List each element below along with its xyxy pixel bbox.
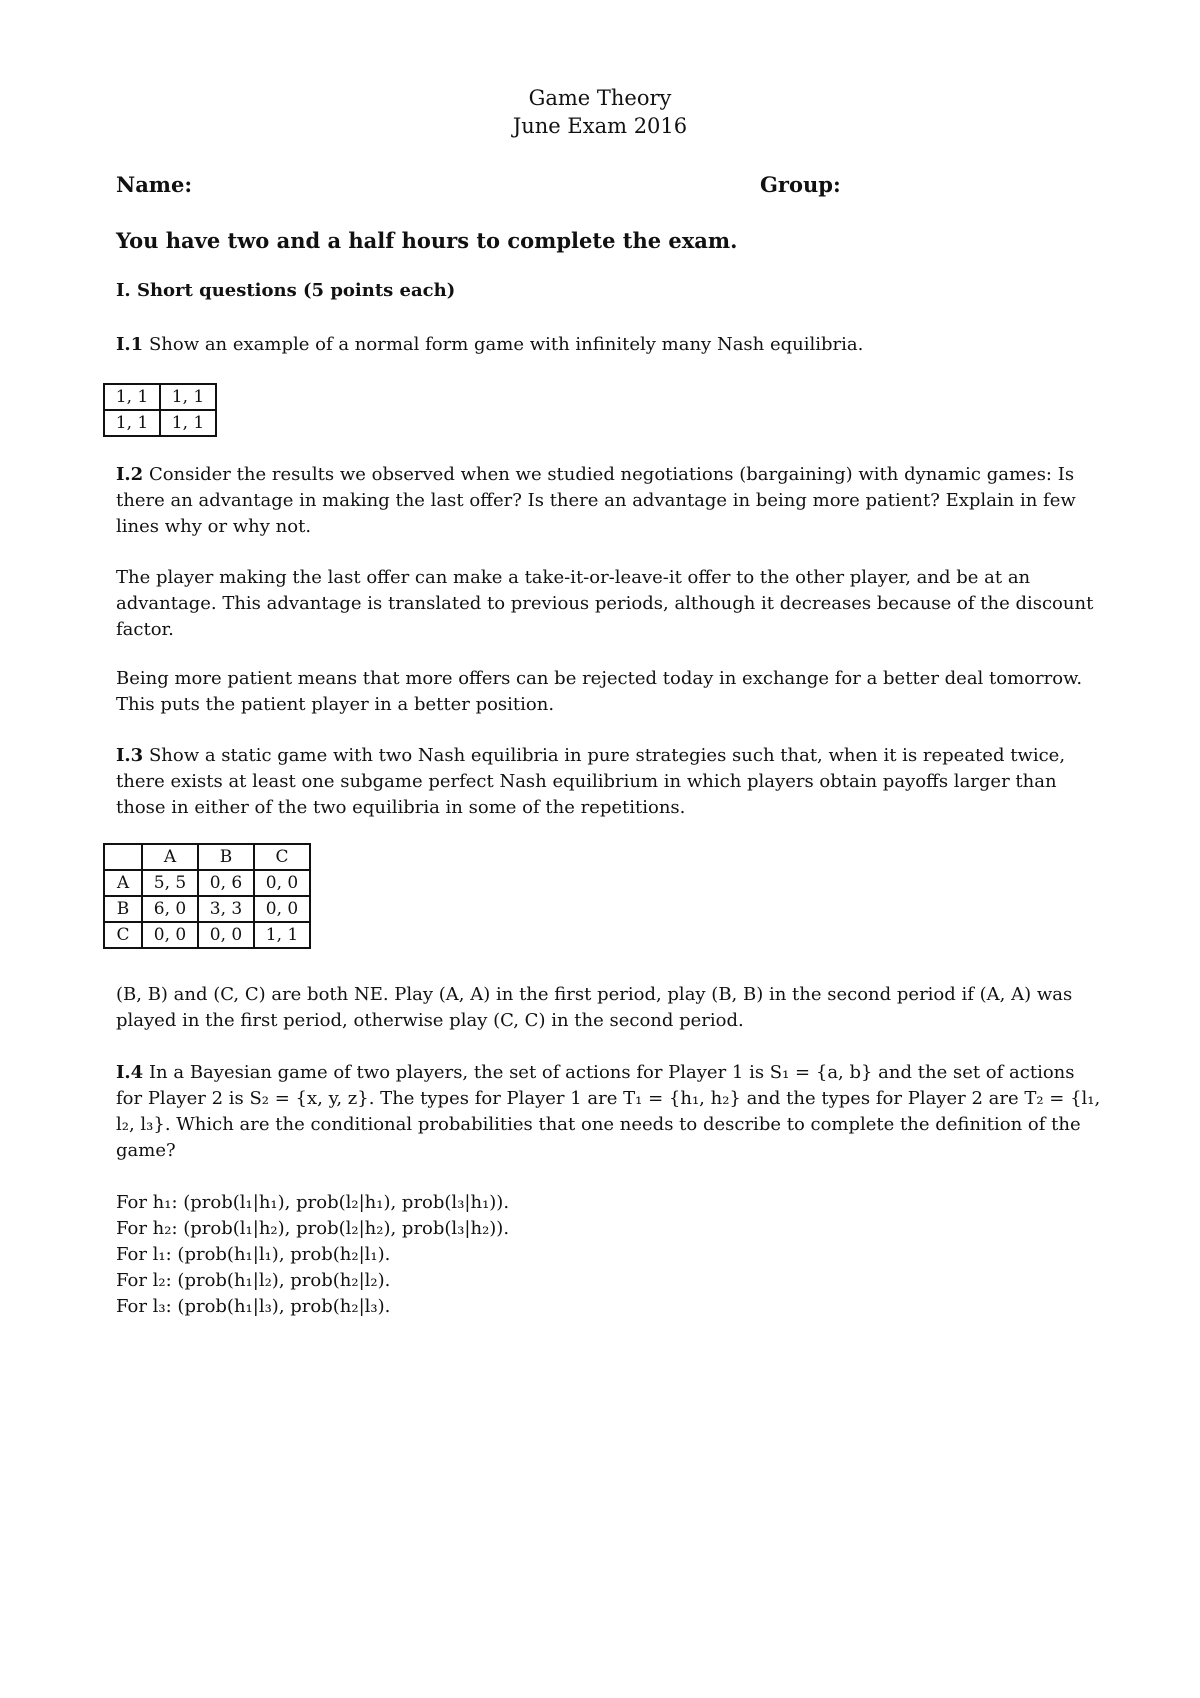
table-cell: 1, 1 (104, 384, 160, 410)
table-cell: 0, 0 (198, 922, 254, 948)
group-label: Group: (760, 172, 841, 197)
section-title: I. Short questions (5 points each) (116, 280, 456, 301)
question-3 (116, 743, 1106, 821)
table-cell: 0, 0 (142, 922, 198, 948)
answer-line: For l₁: (prob(h₁|l₁), prob(h₂|l₁). (116, 1244, 391, 1265)
question-2-number: I.2 (116, 464, 144, 485)
table-header-row (104, 844, 310, 870)
question-4-answers (116, 1190, 1106, 1320)
table-row (104, 896, 310, 922)
table-cell: 6, 0 (142, 896, 198, 922)
table-cell: 0, 6 (198, 870, 254, 896)
row-label: C (104, 922, 142, 948)
question-2-answer-2: Being more patient means that more offers can be rejected today in exchange for a better deal tomorrow. This puts the patient player in a better position. (116, 668, 1083, 715)
question-2-answer-1: The player making the last offer can make a take-it-or-leave-it offer to the other player, and be at an advantage. This advantage is translated to previous periods, although it decreases because of the discount factor. (116, 567, 1094, 640)
table-cell: 3, 3 (198, 896, 254, 922)
question-4 (116, 1060, 1106, 1164)
table-header-cell: A (142, 844, 198, 870)
answer-line: For l₂: (prob(h₁|l₂), prob(h₂|l₂). (116, 1270, 391, 1291)
table-header-cell: C (254, 844, 310, 870)
answer-line: For h₁: (prob(l₁|h₁), prob(l₂|h₁), prob(l₃|h₁)). (116, 1192, 510, 1213)
question-1-number: I.1 (116, 334, 144, 355)
question-4-number: I.4 (116, 1062, 144, 1083)
question-2-text: Consider the results we observed when we studied negotiations (bargaining) with dynamic games: Is there an advantage in making the last offer? Is there an advantage in being more patient? Explain in few lines why or why not. (116, 464, 1076, 537)
table-header-cell (104, 844, 142, 870)
table-cell: 1, 1 (254, 922, 310, 948)
table-row (104, 870, 310, 896)
question-3-number: I.3 (116, 745, 144, 766)
table-header-cell: B (198, 844, 254, 870)
table-cell: 0, 0 (254, 896, 310, 922)
question-1 (116, 332, 1106, 358)
table-cell: 5, 5 (142, 870, 198, 896)
name-label: Name: (116, 172, 193, 197)
table-cell: 1, 1 (160, 410, 216, 436)
payoff-table-q1 (103, 383, 217, 437)
table-row (104, 410, 216, 436)
answer-line: For l₃: (prob(h₁|l₃), prob(h₂|l₃). (116, 1296, 391, 1317)
payoff-table-q3 (103, 843, 311, 949)
answer-line: For h₂: (prob(l₁|h₂), prob(l₂|h₂), prob(l₃|h₂)). (116, 1218, 510, 1239)
exam-instructions: You have two and a half hours to complete the exam. (116, 228, 738, 253)
table-cell: 1, 1 (104, 410, 160, 436)
row-label: A (104, 870, 142, 896)
table-row (104, 922, 310, 948)
row-label: B (104, 896, 142, 922)
table-cell: 1, 1 (160, 384, 216, 410)
document-subtitle: June Exam 2016 (512, 114, 688, 138)
question-1-text: Show an example of a normal form game with infinitely many Nash equilibria. (143, 334, 864, 355)
question-4-text: In a Bayesian game of two players, the set of actions for Player 1 is S₁ = {a, b} and the set of actions for Player 2 is S₂ = {x, y, z}. The types for Player 1 are T₁ = {h₁, h₂} and the types for Player 2 are T₂ = {l₁, l₂, l₃}. Which are the conditional probabilities that one needs to describe to complete the definition of the game? (116, 1062, 1101, 1161)
question-3-answer: (B, B) and (C, C) are both NE. Play (A, A) in the first period, play (B, B) in the second period if (A, A) was played in the first period, otherwise play (C, C) in the second period. (116, 984, 1073, 1031)
question-2 (116, 462, 1106, 540)
table-cell: 0, 0 (254, 870, 310, 896)
table-row (104, 384, 216, 410)
question-3-text: Show a static game with two Nash equilibria in pure strategies such that, when it is repeated twice, there exists at least one subgame perfect Nash equilibrium in which players obtain payoffs larger than those in either of the two equilibria in some of the repetitions. (116, 745, 1066, 818)
document-title: Game Theory (528, 86, 672, 110)
